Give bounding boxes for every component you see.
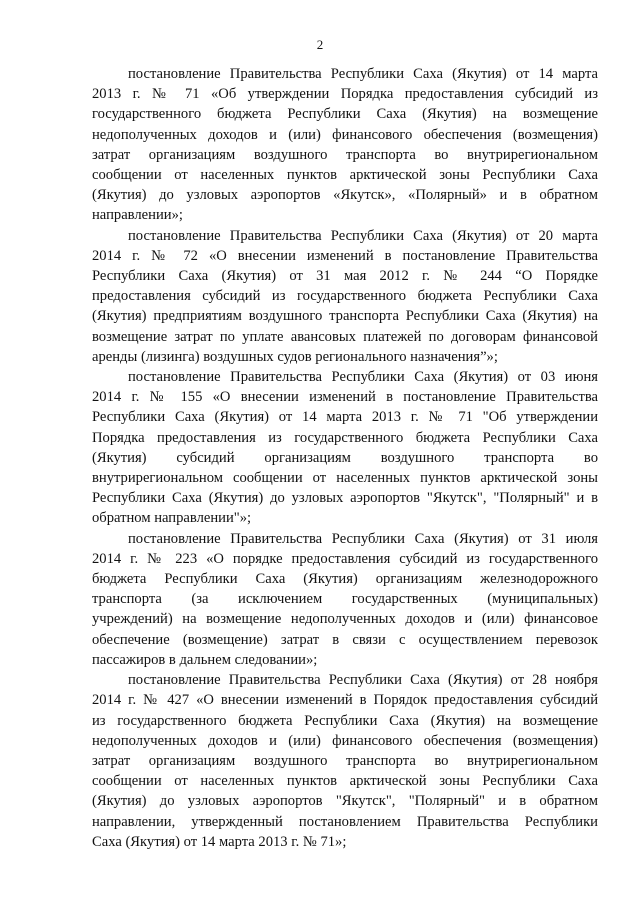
text-line: Саха (Якутия) от 14 марта 2013 г. № 71»; — [92, 833, 347, 850]
text-line: предоставления субсидий из государственного бюджета Республики Саха — [92, 288, 598, 305]
paragraph — [92, 64, 598, 226]
text-line: постановление Правительства Республики Саха (Якутия) от 14 марта — [128, 66, 598, 82]
text-line: 2014 г. № 223 «О порядке предоставления субсидий из государственного — [92, 550, 598, 567]
paragraph — [92, 529, 598, 670]
text-line: учреждений) на возмещение недополученных доходов и (или) финансовое — [92, 611, 598, 628]
text-line: направлении, утвержденный постановлением Правительства Республики — [92, 813, 598, 830]
text-line: бюджета Республики Саха (Якутия) организациям железнодорожного — [92, 571, 598, 588]
text-line: 2014 г. № 427 «О внесении изменений в Порядок предоставления субсидий — [92, 692, 598, 709]
text-line: 2014 г. № 155 «О внесении изменений в постановление Правительства — [92, 389, 598, 406]
text-line: 2013 г. № 71 «Об утверждении Порядка предоставления субсидий из — [92, 86, 598, 103]
text-line: 2014 г. № 72 «О внесении изменений в постановление Правительства — [92, 247, 598, 264]
text-line: (Якутия) предприятиям воздушного транспорта Республики Саха (Якутия) на — [92, 308, 598, 325]
text-line: направлении»; — [92, 207, 183, 224]
text-line: пассажиров в дальнем следовании»; — [92, 651, 318, 668]
text-line: сообщении от населенных пунктов арктической зоны Республики Саха — [92, 167, 598, 184]
text-line: возмещение затрат по уплате авансовых платежей по договорам финансовой — [92, 328, 598, 345]
text-line: постановление Правительства Республики Саха (Якутия) от 31 июля — [128, 530, 598, 547]
text-line: обратном направлении"»; — [92, 510, 252, 527]
text-line: (Якутия) до узловых аэропортов "Якутск", "Полярный" и в обратном — [92, 793, 598, 810]
text-line: обеспечение (возмещение) затрат в связи с осуществлением перевозок — [92, 631, 598, 648]
document-body — [92, 64, 598, 852]
text-line: внутрирегиональном сообщении от населенных пунктов арктической зоны — [92, 470, 598, 487]
page-number: 2 — [316, 37, 324, 52]
paragraph — [92, 670, 598, 852]
text-line: постановление Правительства Республики Саха (Якутия) от 03 июня — [128, 369, 598, 386]
text-line: Республики Саха (Якутия) до узловых аэропортов "Якутск", "Полярный" и в — [92, 490, 598, 507]
text-line: сообщении от населенных пунктов арктической зоны Республики Саха — [92, 773, 598, 790]
text-line: государственного бюджета Республики Саха (Якутия) на возмещение — [92, 106, 598, 123]
text-line: Республики Саха (Якутия) от 14 марта 2013 г. № 71 "Об утверждении — [92, 409, 598, 426]
paragraph — [92, 226, 598, 367]
text-line: (Якутия) субсидий организациям воздушного транспорта во — [92, 449, 598, 466]
text-line: аренды (лизинга) воздушных судов регионального назначения”»; — [92, 348, 498, 365]
text-line: постановление Правительства Республики Саха (Якутия) от 28 ноября — [128, 672, 598, 689]
text-line: недополученных доходов и (или) финансового обеспечения (возмещения) — [92, 732, 598, 749]
text-line: Порядка предоставления из государственного бюджета Республики Саха — [92, 429, 598, 446]
text-line: затрат организациям воздушного транспорта во внутрирегиональном — [92, 752, 598, 769]
text-line: постановление Правительства Республики Саха (Якутия) от 20 марта — [128, 227, 598, 244]
text-line: недополученных доходов и (или) финансового обеспечения (возмещения) — [92, 126, 598, 143]
text-line: затрат организациям воздушного транспорта во внутрирегиональном — [92, 146, 598, 163]
text-line: из государственного бюджета Республики Саха (Якутия) на возмещение — [92, 712, 598, 729]
paragraph — [92, 367, 598, 529]
text-line: транспорта (за исключением государственных (муниципальных) — [92, 591, 598, 608]
text-line: Республики Саха (Якутия) от 31 мая 2012 г. № 244 “О Порядке — [92, 268, 598, 285]
text-line: (Якутия) до узловых аэропортов «Якутск», «Полярный» и в обратном — [92, 187, 598, 204]
